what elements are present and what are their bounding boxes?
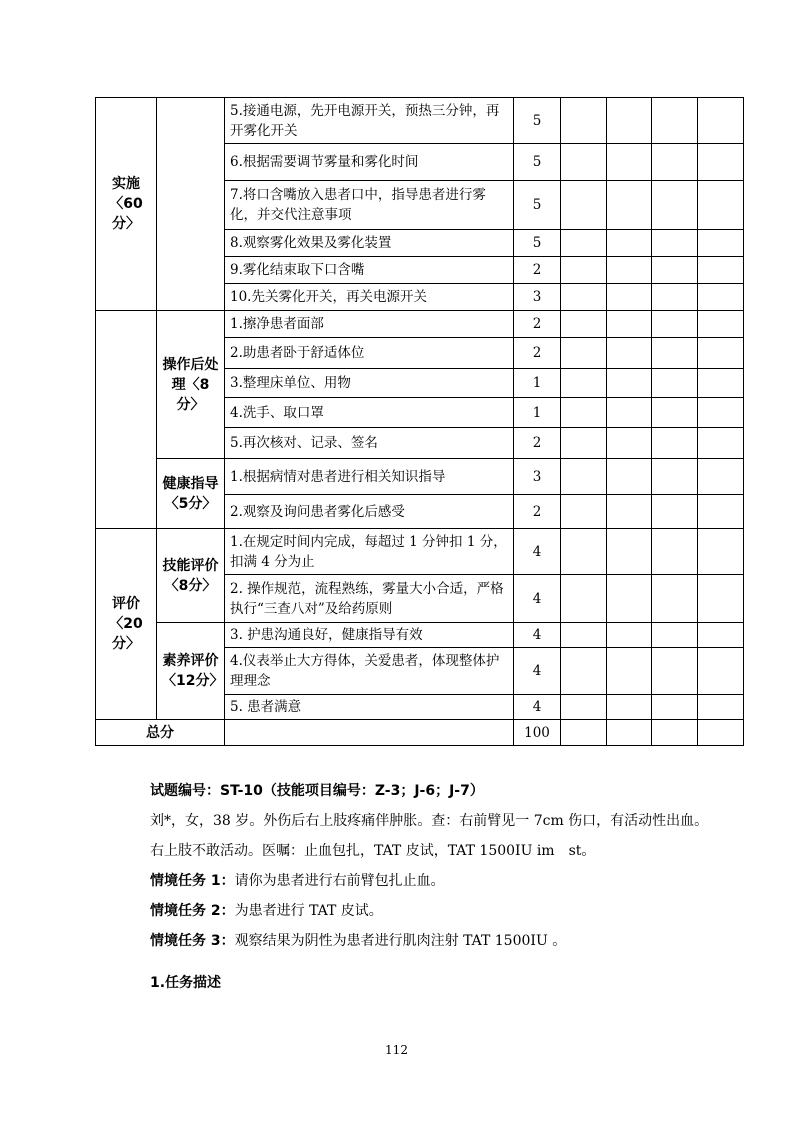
blank-cell xyxy=(607,257,652,284)
blank-cell xyxy=(698,428,744,459)
task-3 xyxy=(110,926,710,956)
blank-cell xyxy=(698,720,744,746)
blank-cell xyxy=(561,144,607,181)
item-text: 2.助患者卧于舒适体位 xyxy=(225,338,514,369)
subcategory-empty xyxy=(157,98,225,311)
total-label: 总分 xyxy=(96,720,225,746)
subcategory-skill-evaluation: 技能评价〈8分〉 xyxy=(157,529,225,623)
blank-cell xyxy=(652,720,698,746)
blank-cell xyxy=(698,695,744,720)
subcategory-health-guidance: 健康指导〈5分〉 xyxy=(157,459,225,529)
blank-cell xyxy=(561,495,607,529)
blank-cell xyxy=(607,695,652,720)
blank-cell xyxy=(698,398,744,428)
task-label: 情境任务 2： xyxy=(150,903,235,919)
blank-cell xyxy=(561,398,607,428)
blank-cell xyxy=(561,257,607,284)
item-text: 3. 护患沟通良好，健康指导有效 xyxy=(225,623,514,648)
table-row xyxy=(96,529,744,575)
blank-cell xyxy=(561,181,607,230)
blank-cell xyxy=(561,575,607,623)
points-cell: 1 xyxy=(514,398,561,428)
blank-cell xyxy=(698,495,744,529)
blank-cell xyxy=(561,230,607,257)
blank-cell xyxy=(698,338,744,369)
blank-cell xyxy=(652,575,698,623)
blank-cell xyxy=(607,428,652,459)
blank-cell xyxy=(561,648,607,695)
blank-cell xyxy=(607,575,652,623)
item-text: 5.再次核对、记录、签名 xyxy=(225,428,514,459)
item-text: 3.整理床单位、用物 xyxy=(225,369,514,398)
blank-cell xyxy=(561,529,607,575)
points-cell: 2 xyxy=(514,428,561,459)
points-cell: 2 xyxy=(514,311,561,338)
blank-cell xyxy=(561,338,607,369)
total-blank xyxy=(225,720,514,746)
blank-cell xyxy=(607,181,652,230)
blank-cell xyxy=(698,181,744,230)
blank-cell xyxy=(652,529,698,575)
blank-cell xyxy=(652,398,698,428)
blank-cell xyxy=(698,575,744,623)
question-heading: 试题编号：ST-10（技能项目编号：Z-3；J-6；J-7） xyxy=(150,783,484,799)
blank-cell xyxy=(607,230,652,257)
points-cell: 4 xyxy=(514,529,561,575)
blank-cell xyxy=(607,459,652,495)
blank-cell xyxy=(561,311,607,338)
blank-cell xyxy=(561,720,607,746)
blank-cell xyxy=(561,98,607,144)
table-row xyxy=(96,623,744,648)
blank-cell xyxy=(607,369,652,398)
task-text: 为患者进行 TAT 皮试。 xyxy=(234,903,383,919)
blank-cell xyxy=(607,720,652,746)
blank-cell xyxy=(652,144,698,181)
blank-cell xyxy=(607,495,652,529)
item-text: 2.观察及询问患者雾化后感受 xyxy=(225,495,514,529)
blank-cell xyxy=(698,648,744,695)
page-number: 112 xyxy=(385,1043,408,1057)
blank-cell xyxy=(698,257,744,284)
task-label: 情境任务 3： xyxy=(150,933,235,949)
case-description: 刘*，女，38 岁。外伤后右上肢疼痛伴肿胀。查：右前臂见一 7cm 伤口，有活动性出血。右上肢不敢活动。医嘱：止血包扎，TAT 皮试，TAT 1500IU im st。 xyxy=(150,813,709,859)
item-text: 6.根据需要调节雾量和雾化时间 xyxy=(225,144,514,181)
blank-cell xyxy=(561,369,607,398)
points-cell: 4 xyxy=(514,648,561,695)
points-cell: 2 xyxy=(514,257,561,284)
blank-cell xyxy=(652,695,698,720)
blank-cell xyxy=(698,529,744,575)
blank-cell xyxy=(561,428,607,459)
blank-cell xyxy=(698,623,744,648)
category-implementation: 实施〈60分〉 xyxy=(96,98,157,311)
blank-cell xyxy=(561,695,607,720)
task-1 xyxy=(110,866,710,896)
item-text: 8.观察雾化效果及雾化装置 xyxy=(225,230,514,257)
points-cell: 1 xyxy=(514,369,561,398)
blank-cell xyxy=(561,459,607,495)
blank-cell xyxy=(607,284,652,311)
points-cell: 4 xyxy=(514,695,561,720)
blank-cell xyxy=(652,428,698,459)
blank-cell xyxy=(607,144,652,181)
blank-cell xyxy=(698,144,744,181)
blank-cell xyxy=(652,284,698,311)
points-cell: 2 xyxy=(514,495,561,529)
points-cell: 5 xyxy=(514,230,561,257)
blank-cell xyxy=(561,284,607,311)
blank-cell xyxy=(652,459,698,495)
item-text: 4.仪表举止大方得体，关爱患者，体现整体护理理念 xyxy=(225,648,514,695)
blank-cell xyxy=(607,648,652,695)
item-text: 10.先关雾化开关，再关电源开关 xyxy=(225,284,514,311)
item-text: 7.将口含嘴放入患者口中，指导患者进行雾化，并交代注意事项 xyxy=(225,181,514,230)
subcategory-quality-evaluation: 素养评价〈12分〉 xyxy=(157,623,225,720)
blank-cell xyxy=(652,648,698,695)
points-cell: 4 xyxy=(514,575,561,623)
blank-cell xyxy=(652,257,698,284)
points-cell: 5 xyxy=(514,98,561,144)
blank-cell xyxy=(607,311,652,338)
item-text: 2. 操作规范，流程熟练，雾量大小合适，严格执行“三查八对”及给药原则 xyxy=(225,575,514,623)
task-label: 情境任务 1： xyxy=(150,873,235,889)
category-evaluation: 评价〈20分〉 xyxy=(96,529,157,720)
blank-cell xyxy=(652,495,698,529)
item-text: 9.雾化结束取下口含嘴 xyxy=(225,257,514,284)
subcategory-post-operation: 操作后处理〈8 分〉 xyxy=(157,311,225,459)
blank-cell xyxy=(652,230,698,257)
points-cell: 3 xyxy=(514,284,561,311)
blank-cell xyxy=(652,181,698,230)
item-text: 5. 患者满意 xyxy=(225,695,514,720)
blank-cell xyxy=(607,98,652,144)
question-section xyxy=(110,776,710,998)
blank-cell xyxy=(607,529,652,575)
points-cell: 4 xyxy=(514,623,561,648)
section-title: 1.任务描述 xyxy=(150,975,222,991)
points-cell: 2 xyxy=(514,338,561,369)
blank-cell xyxy=(698,284,744,311)
scoring-table xyxy=(95,97,744,746)
task-text: 观察结果为阴性为患者进行肌肉注射 TAT 1500IU 。 xyxy=(234,933,567,949)
blank-cell xyxy=(652,623,698,648)
points-cell: 5 xyxy=(514,144,561,181)
points-cell: 5 xyxy=(514,181,561,230)
blank-cell xyxy=(698,369,744,398)
item-text: 5.接通电源，先开电源开关，预热三分钟，再开雾化开关 xyxy=(225,98,514,144)
blank-cell xyxy=(698,230,744,257)
total-points: 100 xyxy=(514,720,561,746)
item-text: 1.根据病情对患者进行相关知识指导 xyxy=(225,459,514,495)
points-cell: 3 xyxy=(514,459,561,495)
item-text: 1.擦净患者面部 xyxy=(225,311,514,338)
blank-cell xyxy=(698,311,744,338)
category-implementation-cont xyxy=(96,311,157,529)
total-row xyxy=(96,720,744,746)
item-text: 1.在规定时间内完成，每超过 1 分钟扣 1 分，扣满 4 分为止 xyxy=(225,529,514,575)
blank-cell xyxy=(652,369,698,398)
blank-cell xyxy=(607,398,652,428)
blank-cell xyxy=(561,623,607,648)
task-2 xyxy=(110,896,710,926)
task-text: 请你为患者进行右前臂包扎止血。 xyxy=(234,873,445,889)
blank-cell xyxy=(698,459,744,495)
table-row xyxy=(96,98,744,144)
blank-cell xyxy=(607,338,652,369)
blank-cell xyxy=(652,311,698,338)
blank-cell xyxy=(652,98,698,144)
table-row xyxy=(96,311,744,338)
blank-cell xyxy=(652,338,698,369)
table-row xyxy=(96,459,744,495)
item-text: 4.洗手、取口罩 xyxy=(225,398,514,428)
blank-cell xyxy=(698,98,744,144)
blank-cell xyxy=(607,623,652,648)
